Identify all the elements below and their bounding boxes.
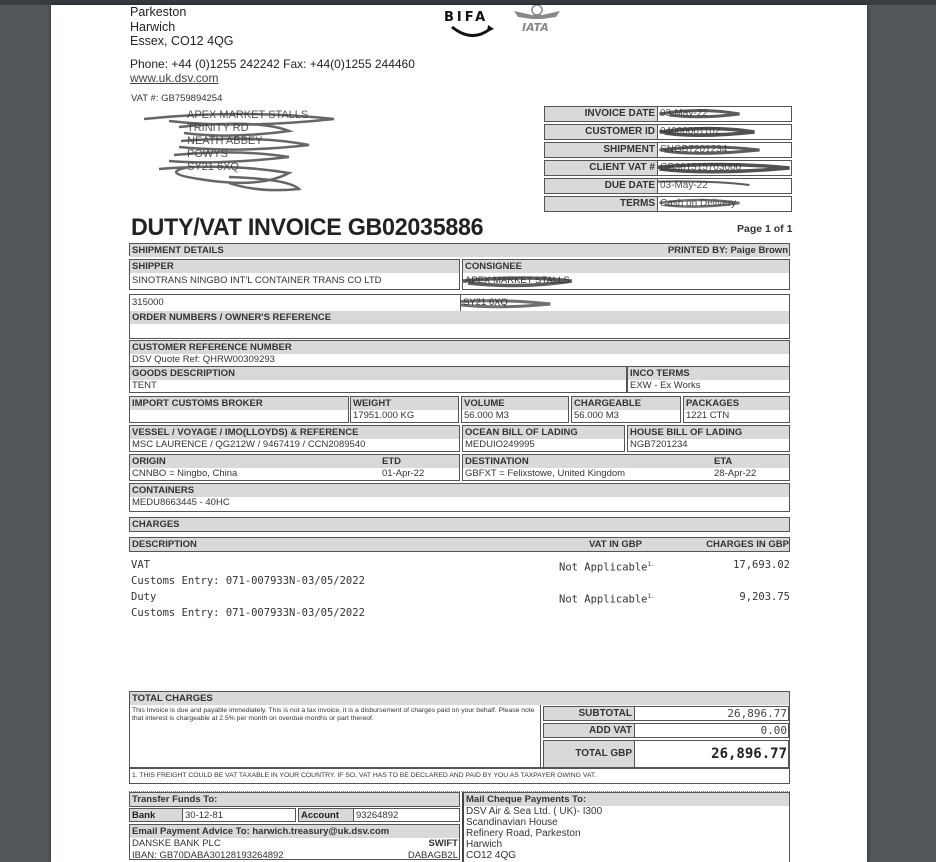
add-vat-value: 0.00 [760,724,787,737]
recipient-address-redacted: APEX MARKET STALLS TRINITY RD NEATH ABBEY POWYS SY21 6XQ [139,107,339,192]
total-gbp-row: TOTAL GBP 26,896.77 [543,740,789,768]
swift-code: DABAGB2L [407,850,458,861]
invoice-title: DUTY/VAT INVOICE GB02035886 [131,214,484,241]
volume-value: 56.000 M3 [464,410,509,421]
subtotal-value: 26,896.77 [727,707,787,720]
charges-list: VAT Not Applicable$^{1.}$ 17,693.02 Customs Entry: 071-007933N-03/05/2022 Duty Not Applicable$^{1.}$ 9,203.75 Customs Entry: 071-007933N-03/05/2022 [131,559,790,619]
total-gbp-value: 26,896.77 [711,746,787,762]
subtotal-row: SUBTOTAL 26,896.77 [543,706,789,721]
redaction-scribble [463,273,789,291]
containers-box: CONTAINERS MEDU8663445 - 40HC [129,483,790,512]
iban: IBAN: GB70DABA30128193264892 [132,850,284,861]
goods-description: TENT [132,380,157,391]
page-number: Page 1 of 1 [737,223,793,235]
inco-terms: EXW - Ex Works [630,380,701,391]
broker-weights-row: IMPORT CUSTOMS BROKER WEIGHT 17951.000 KG VOLUME 56.000 M3 CHARGEABLE 56.000 M3 PACKAGES 1221 CTN [129,396,790,423]
document-page [51,5,867,862]
house-bl-value: NGB7201234 [630,439,688,450]
address-order-box: 315000 SY21 6XQ ORDER NUMBERS / OWNER'S REFERENCE [129,294,790,339]
charges-header: CHARGES [129,517,790,532]
payment-terms-note: This Invoice is due and payable immediately. This is not a tax invoice, it is a disbursement of charges paid on your behalf. Please note that interest is chargeable at 2.5% per month on overdue months or part thereof. [130,705,541,767]
packages-value: 1221 CTN [686,410,730,421]
shipper-postcode: 315000 [130,295,461,311]
company-vat-number: VAT #: GB759894254 [131,93,223,104]
bank-sort-code: 30-12-81 [185,810,224,821]
bank-name: DANSKE BANK PLC [132,838,221,849]
shipper-box: SHIPPER SINOTRANS NINGBO INT'L CONTAINER TRANS CO LTD [129,259,460,290]
iata-logo [512,5,562,35]
customer-reference-box: CUSTOMER REFERENCE NUMBER DSV Quote Ref: QHRW00309293 [129,340,790,367]
eta-value: 28-Apr-22 [714,468,757,479]
containers-value: MEDU8663445 - 40HC [132,497,230,508]
payment-section: Transfer Funds To: Bank 30-12-81 Account 93264892 Email Payment Advice To: harwich.treasury@uk.dsv.com DANSKE BANK PLC SWIFT IBAN: GB70DABA30128193264892 DABAGB2L Mail Cheque Payments To: DSV Air & Sea Ltd. ( UK)- I300 Scandinavian House Refinery Road, Parkeston Harwich CO12 4QG [129,792,790,862]
bifa-logo [442,7,502,43]
due-date-row: DUE DATE 03-May-22 [544,178,792,194]
consignee-box: CONSIGNEE APEX MARKET STALLS [462,259,790,290]
company-address: Parkeston Harwich Essex, CO12 4QG [130,5,234,48]
shipment-details-header: SHIPMENT DETAILS PRINTED BY: Paige Brown [129,243,790,256]
invoice-info-table [544,106,792,214]
goods-inco-box: GOODS DESCRIPTION TENT INCO TERMS EXW - Ex Works [129,366,790,393]
redaction-scribble [658,125,791,139]
redaction-scribble [461,295,789,311]
svg-text:IATA: IATA [522,21,549,34]
company-phone-fax: Phone: +44 (0)1255 242242 Fax: +44(0)1255 244460 [130,57,415,71]
origin-destination-row: ORIGIN ETD CNNBO = Ningbo, China 01-Apr-22 DESTINATION ETA GBFXT = Felixstowe, United Kingdom 28-Apr-22 [129,454,790,481]
redaction-scribble [658,161,791,175]
vessel-value: MSC LAURENCE / QG212W / 9467419 / CCN2089540 [132,439,366,450]
customer-id-row: CUSTOMER ID 04000001102 [544,124,792,140]
svg-text:BIFA: BIFA [444,10,489,25]
shipper-name: SINOTRANS NINGBO INT'L CONTAINER TRANS CO LTD [132,275,382,286]
account-number: 93264892 [356,810,399,821]
email-payment-advice: Email Payment Advice To: harwich.treasury@uk.dsv.com [130,825,459,838]
add-vat-row: ADD VAT 0.00 [543,723,789,738]
charge-row: Duty Not Applicable$^{1.}$ 9,203.75 [131,591,790,606]
weight-value: 17951.000 KG [353,410,415,421]
shipper-consignee [129,259,790,292]
redaction-scribble [658,143,791,157]
etd-value: 01-Apr-22 [382,468,425,479]
destination-value: GBFXT = Felixstowe, United Kingdom [465,468,626,479]
redaction-scribble [658,107,791,121]
ocean-bl-value: MEDUIO249995 [465,439,535,450]
invoice-date-row: INVOICE DATE 03-May-22 [544,106,792,122]
printed-by: PRINTED BY: Paige Brown [667,245,788,256]
redaction-scribble [658,197,791,211]
shipment-row: SHIPMENT SNGB7201234 [544,142,792,158]
charge-row: VAT Not Applicable$^{1.}$ 17,693.02 [131,559,790,574]
redaction-scribble [658,179,791,193]
customer-reference-value: DSV Quote Ref: QHRW00309293 [132,354,275,365]
consignee-postcode: SY21 6XQ [461,295,789,311]
company-website-link[interactable]: www.uk.dsv.com [130,71,219,85]
redaction-scribble [139,107,339,192]
mail-cheque-box: Mail Cheque Payments To: DSV Air & Sea Ltd. ( UK)- I300 Scandinavian House Refinery Road, Parkeston Harwich CO12 4QG [462,792,790,862]
terms-row: TERMS Cash on Delivery [544,196,792,212]
vat-footnote: 1. THIS FREIGHT COULD BE VAT TAXABLE IN YOUR COUNTRY. IF SO, VAT HAS TO BE DECLARED AND PAID BY YOU AS TAXPAYER OWING VAT. [129,767,790,784]
total-charges-box: TOTAL CHARGES This Invoice is due and payable immediately. This is not a tax invoice, it is a disbursement of charges paid on your behalf. Please note that interest is chargeable at 2.5% per month on overdue months or part thereof. SUBTOTAL 26,896.77 ADD VAT 0.00 TOTAL GBP 26,896.77 [129,691,790,769]
charges-column-header: DESCRIPTION VAT IN GBP CHARGES IN GBP [129,537,790,552]
vessel-bl-row: VESSEL / VOYAGE / IMO(LLOYDS) & REFERENCE MSC LAURENCE / QG212W / 9467419 / CCN2089540 OCEAN BILL OF LADING MEDUIO249995 HOUSE BILL OF LADING NGB7201234 [129,425,790,452]
consignee-name: APEX MARKET STALLS [465,275,570,286]
client-vat-row: CLIENT VAT # GB361515703000 [544,160,792,176]
chargeable-value: 56.000 M3 [574,410,619,421]
origin-value: CNNBO = Ningbo, China [132,468,238,479]
